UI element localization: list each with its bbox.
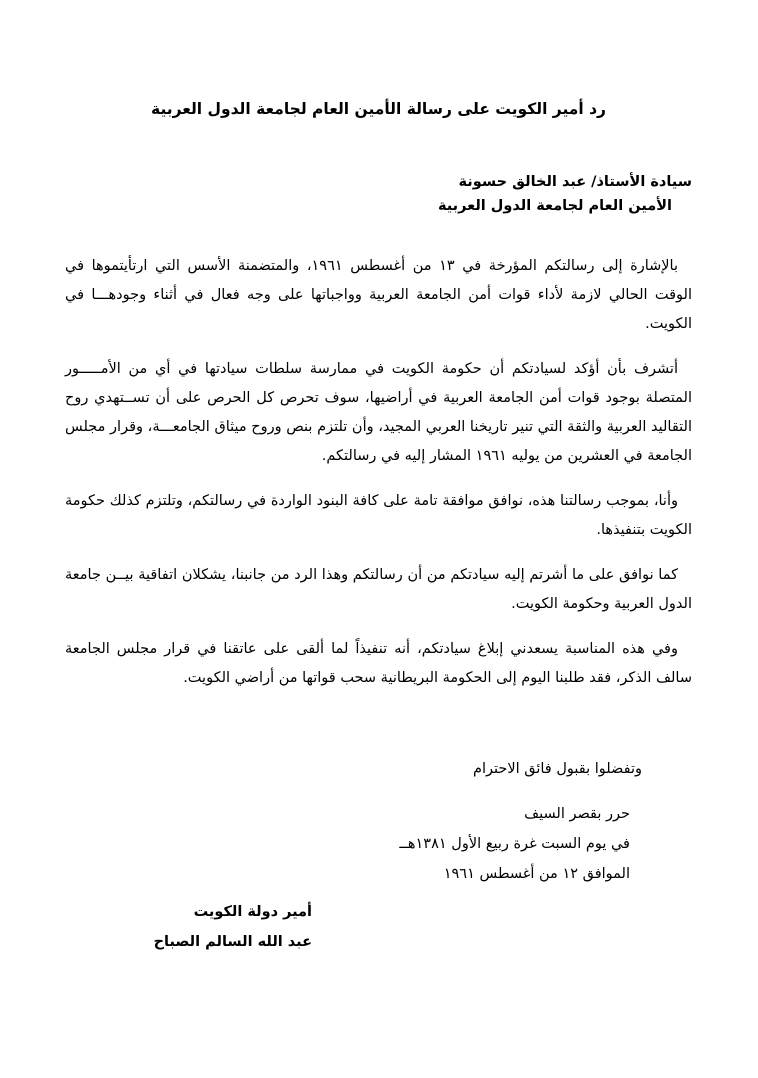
paragraph-5: وفي هذه المناسبة يسعدني إبلاغ سيادتكم، أنه تنفيذاً لما ألقى على عاتقنا في قرار مجلس الجامعة سالف الذكر، فقد طلبنا اليوم إلى الحكومة البريطانية سحب قواتها من أراضي الكويت.	[65, 641, 692, 686]
closing-salutation: وتفضلوا بقبول فائق الاحترام	[473, 761, 642, 777]
closing-block	[65, 761, 692, 889]
closing-date-gregorian: الموافق ١٢ من أغسطس ١٩٦١	[443, 866, 630, 882]
paragraph-1: بالإشارة إلى رسالتكم المؤرخة في ١٣ من أغسطس ١٩٦١، والمتضمنة الأسس التي ارتأيتموها في الوقت الحالي لازمة لأداء قوات أمن الجامعة العربية وواجباتها على وجه فعال في أثناء وجودهـــا في الكويت.	[65, 258, 692, 332]
closing-date-hijri: في يوم السبت غرة ربيع الأول ١٣٨١هــ	[399, 836, 630, 852]
letter-body	[65, 252, 692, 693]
signature-block	[67, 897, 312, 957]
signature-title: أمير دولة الكويت	[193, 904, 312, 920]
paragraph-4: كما نوافق على ما أشرتم إليه سيادتكم من أن رسالتكم وهذا الرد من جانبنا، يشكلان اتفاقية بيــن جامعة الدول العربية وحكومة الكويت.	[65, 567, 692, 612]
paragraph-3: وأنا، بموجب رسالتنا هذه، نوافق موافقة تامة على كافة البنود الواردة في رسالتكم، وتلتزم كذلك حكومة الكويت بتنفيذها.	[65, 493, 692, 538]
recipient-block	[65, 174, 692, 214]
closing-place: حرر بقصر السيف	[524, 806, 630, 822]
paragraph-2: أتشرف بأن أؤكد لسيادتكم أن حكومة الكويت في ممارسة سلطات سيادتها في أي من الأمـــــور المتصلة بوجود قوات أمن الجامعة العربية في أراضيها، سوف تحرص كل الحرص على أن تســتهدي روح التقاليد العربية والثقة التي تنير تاريخنا العربي المجيد، وأن تلتزم بنص وروح ميثاق الجامعـــة، وقرار مجلس الجامعة في العشرين من يوليه ١٩٦١ المشار إليه في رسالتكم.	[65, 361, 692, 464]
document-title: رد أمير الكويت على رسالة الأمين العام لجامعة الدول العربية	[151, 100, 606, 118]
recipient-name: سيادة الأستاذ/ عبد الخالق حسونة	[458, 174, 692, 190]
signature-name: عبد الله السالم الصباح	[153, 934, 312, 950]
recipient-title: الأمين العام لجامعة الدول العربية	[437, 198, 672, 214]
